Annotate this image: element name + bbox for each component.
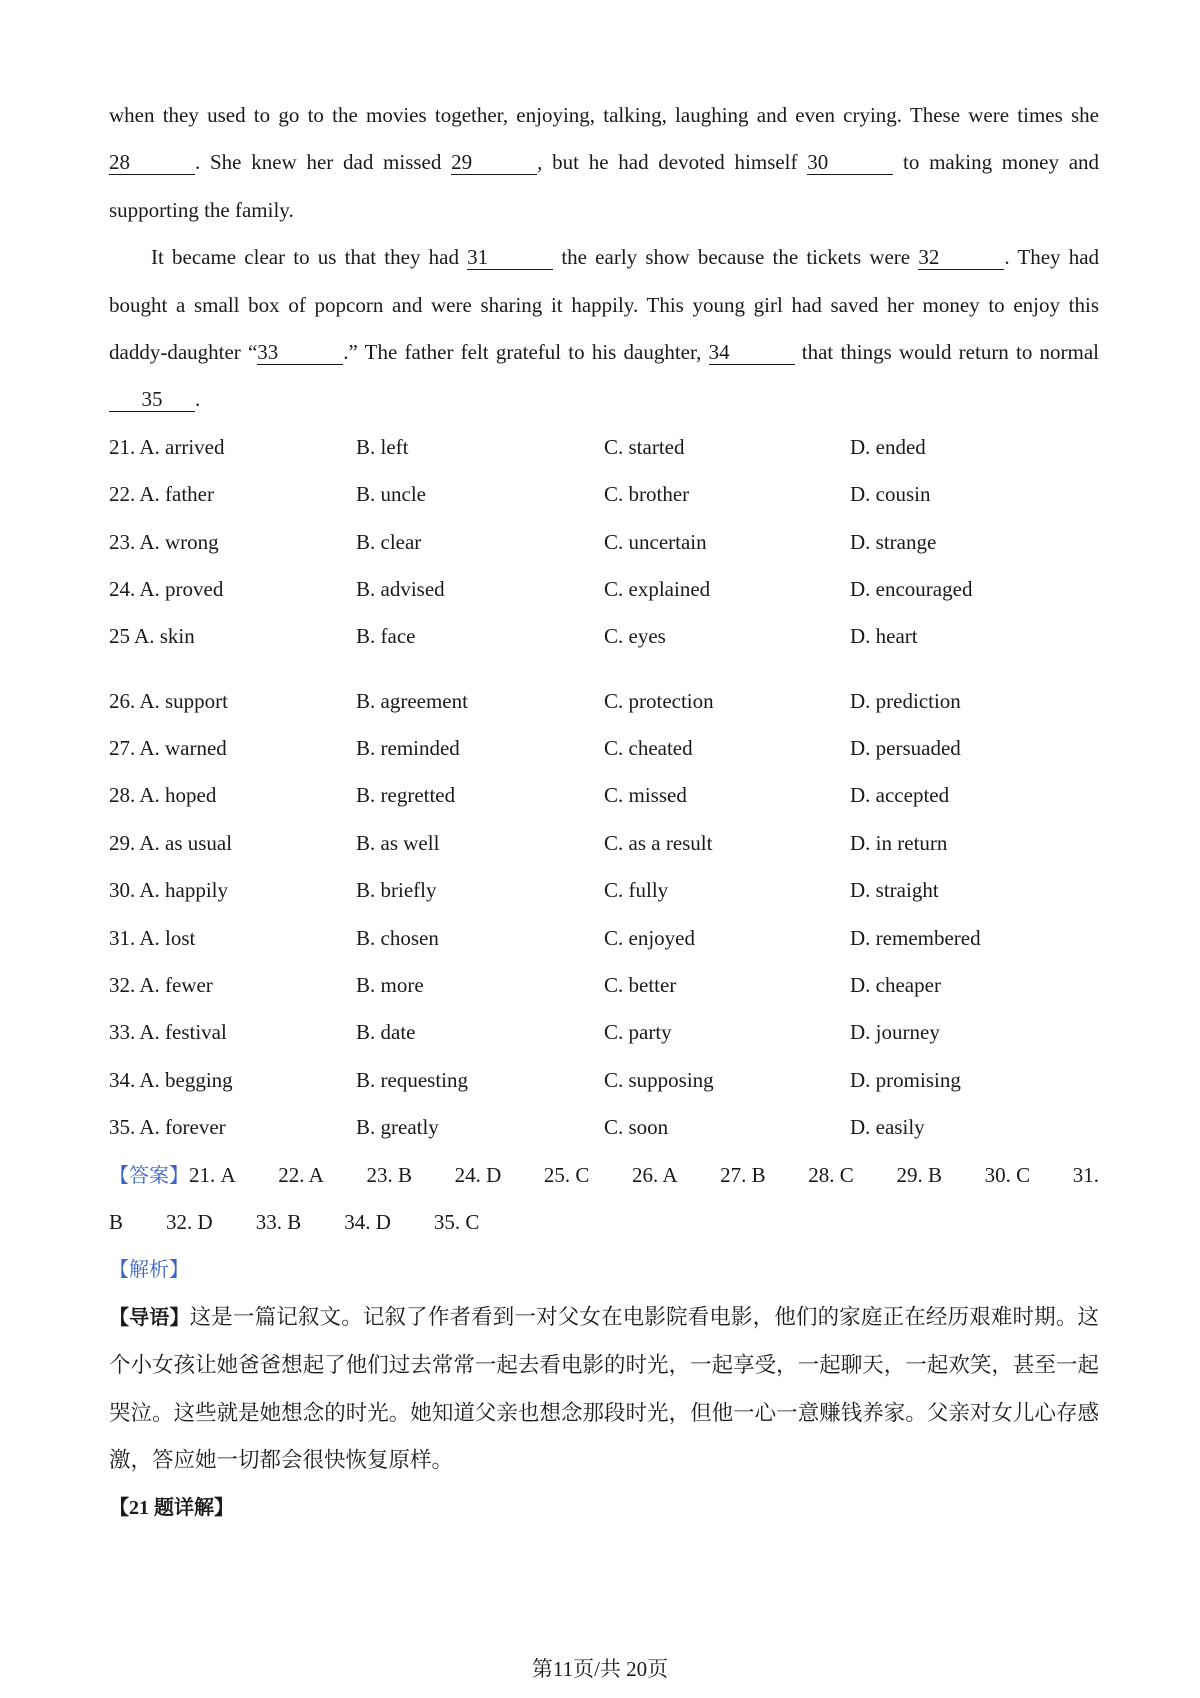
option-cell (604, 1104, 850, 1151)
question-options-row (109, 519, 1099, 566)
option-b: B. uncle (356, 482, 426, 507)
option-a: A. as usual (139, 830, 233, 855)
option-b: B. as well (356, 830, 440, 855)
option-b: B. agreement (356, 688, 468, 713)
passage-text: that things would return to normal (801, 339, 1099, 364)
option-d: D. strange (850, 529, 937, 554)
answer-value: B (927, 1162, 942, 1187)
answer-first-group (109, 1152, 236, 1199)
option-cell (850, 613, 1099, 660)
option-d: D. straight (850, 878, 939, 903)
option-cell (604, 519, 850, 566)
option-d: D. ended (850, 434, 926, 459)
option-a: A. hoped (139, 783, 217, 808)
option-cell (604, 820, 850, 867)
option-cell (850, 915, 1099, 962)
option-cell (109, 471, 356, 518)
option-b: B. greatly (356, 1115, 439, 1140)
answer-number: 32. (166, 1209, 193, 1234)
option-a: A. father (139, 482, 214, 507)
question-options-row (109, 566, 1099, 613)
option-a: A. festival (139, 1020, 227, 1045)
question-options-row (109, 915, 1099, 962)
passage-line-3 (109, 187, 1099, 234)
question-number: 32. (109, 973, 136, 998)
option-cell (604, 772, 850, 819)
option-c: C. eyes (604, 624, 666, 649)
option-cell (109, 1009, 356, 1056)
passage-text: to making money and (903, 150, 1100, 175)
option-d: D. promising (850, 1067, 961, 1092)
option-cell (604, 1009, 850, 1056)
passage-text: .” The father felt grateful to his daughter, (343, 339, 702, 364)
answer-value: C (575, 1162, 590, 1187)
passage-line-1 (109, 92, 1099, 139)
option-cell (604, 962, 850, 1009)
passage-line-4 (109, 234, 1099, 281)
question-number: 23. (109, 529, 136, 554)
question-options-row (109, 820, 1099, 867)
option-cell (850, 962, 1099, 1009)
option-c: C. brother (604, 482, 690, 507)
option-c: C. enjoyed (604, 925, 695, 950)
answer-number: 35. (433, 1209, 461, 1234)
page-content (109, 92, 1099, 1532)
answer-value: C (839, 1162, 854, 1187)
option-c: C. uncertain (604, 529, 707, 554)
passage-text: , but he had devoted himself (537, 150, 798, 175)
blank-31: 31 (467, 245, 553, 270)
answer-value: D (197, 1209, 213, 1234)
option-c: C. started (604, 434, 685, 459)
question-number: 21. (109, 434, 136, 459)
option-d: D. cheaper (850, 973, 941, 998)
question-options-row (109, 1057, 1099, 1104)
passage-text: supporting the family. (109, 197, 294, 222)
option-cell (356, 471, 604, 518)
option-cell (850, 424, 1099, 471)
option-cell (109, 725, 356, 772)
question-options-row (109, 1104, 1099, 1151)
option-cell (850, 725, 1099, 772)
answer-item (109, 1199, 123, 1246)
question-number: 35. (109, 1115, 136, 1140)
option-cell (850, 772, 1099, 819)
blank-34: 34 (709, 340, 795, 365)
answer-value: B (109, 1209, 124, 1234)
option-cell (850, 1009, 1099, 1056)
option-cell (109, 915, 356, 962)
answer-item (278, 1152, 324, 1199)
page-footer (0, 1646, 1200, 1692)
answer-number: 34. (344, 1209, 371, 1234)
option-cell (356, 867, 604, 914)
option-d: D. heart (850, 624, 918, 649)
answer-item (366, 1152, 412, 1199)
option-cell (356, 1104, 604, 1151)
answer-number: 22. (278, 1162, 305, 1187)
question-options-row (109, 725, 1099, 772)
options-list (109, 424, 1099, 1152)
answer-value: B (751, 1162, 766, 1187)
option-a: A. warned (139, 736, 227, 761)
blank-29: 29 (451, 150, 537, 175)
question-options-row (109, 867, 1099, 914)
question-number: 34. (109, 1067, 136, 1092)
option-a: A. skin (134, 624, 195, 649)
question-options-row (109, 678, 1099, 725)
option-cell (604, 915, 850, 962)
blank-32: 32 (918, 245, 1004, 270)
option-cell (109, 566, 356, 613)
passage-text: the early show because the tickets were (561, 245, 911, 270)
option-a: A. fewer (139, 973, 213, 998)
option-cell (850, 519, 1099, 566)
blank-33: 33 (257, 340, 343, 365)
option-cell (604, 678, 850, 725)
option-cell (850, 867, 1099, 914)
answer-number: 33. (255, 1209, 282, 1234)
option-c: C. protection (604, 688, 714, 713)
option-c: C. better (604, 973, 677, 998)
answer-number: 29. (896, 1162, 923, 1187)
answer-item (256, 1199, 302, 1246)
intro-paragraph (109, 1294, 1099, 1485)
answer-value: B (287, 1209, 302, 1234)
option-d: D. remembered (850, 925, 981, 950)
option-a: A. wrong (139, 529, 219, 554)
option-cell (850, 566, 1099, 613)
passage-text: . (195, 387, 201, 412)
question-number: 28. (109, 783, 136, 808)
answer-value: D (486, 1162, 502, 1187)
option-b: B. briefly (356, 878, 437, 903)
option-cell (356, 1057, 604, 1104)
answer-value: D (375, 1209, 391, 1234)
option-cell (356, 820, 604, 867)
option-c: C. as a result (604, 830, 713, 855)
option-cell (604, 613, 850, 660)
question-number: 29. (109, 830, 136, 855)
option-cell (109, 867, 356, 914)
answer-number: 31. (1072, 1162, 1099, 1187)
question-options-row (109, 962, 1099, 1009)
option-cell (109, 962, 356, 1009)
option-c: C. missed (604, 783, 687, 808)
option-cell (109, 820, 356, 867)
question-options-row (109, 613, 1099, 660)
option-c: C. supposing (604, 1067, 714, 1092)
option-b: B. reminded (356, 736, 460, 761)
blank-35: 35 (109, 387, 195, 412)
question-options-row (109, 471, 1099, 518)
passage-line-7 (109, 376, 1099, 423)
answer-item (455, 1152, 502, 1199)
option-d: D. persuaded (850, 736, 961, 761)
answer-number: 24. (454, 1162, 481, 1187)
passage-text: . She knew her dad missed (195, 150, 442, 175)
question-number: 33. (109, 1020, 136, 1045)
option-a: A. arrived (139, 434, 225, 459)
option-cell (356, 1009, 604, 1056)
option-cell (604, 867, 850, 914)
answer-value: A (220, 1162, 236, 1187)
answer-item (632, 1152, 678, 1199)
option-cell (356, 678, 604, 725)
answer-value: B (397, 1162, 412, 1187)
answer-value: A (308, 1162, 324, 1187)
passage-text: . They had (1004, 245, 1100, 270)
option-b: B. advised (356, 576, 445, 601)
option-cell (109, 1104, 356, 1151)
passage-line-6 (109, 329, 1099, 376)
answer-value: C (1016, 1162, 1031, 1187)
answer-number: 27. (720, 1162, 747, 1187)
option-cell (356, 613, 604, 660)
option-a: A. proved (139, 576, 224, 601)
option-cell (850, 1104, 1099, 1151)
passage-text: bought a small box of popcorn and were sharing it happily. This young girl had saved her money to enjoy this (109, 292, 1099, 317)
option-a: A. forever (139, 1115, 226, 1140)
question-number: 27. (109, 736, 136, 761)
option-cell (604, 566, 850, 613)
answer-item (720, 1152, 766, 1199)
option-b: B. more (356, 973, 424, 998)
answer-item (166, 1199, 213, 1246)
answer-number: 28. (808, 1162, 835, 1187)
option-b: B. date (356, 1020, 416, 1045)
option-a: A. begging (139, 1067, 233, 1092)
option-cell (604, 424, 850, 471)
option-b: B. requesting (356, 1067, 468, 1092)
question-number: 26. (109, 688, 136, 713)
option-d: D. easily (850, 1115, 925, 1140)
option-d: D. encouraged (850, 576, 973, 601)
answer-item (344, 1199, 391, 1246)
option-d: D. in return (850, 830, 948, 855)
passage-text: daddy-daughter “ (109, 339, 258, 364)
answer-item (808, 1152, 854, 1199)
option-c: C. explained (604, 576, 711, 601)
option-cell (604, 471, 850, 518)
answer-line-2 (109, 1199, 1099, 1246)
option-c: C. party (604, 1020, 672, 1045)
question-number: 30. (109, 878, 136, 903)
answer-item (434, 1199, 480, 1246)
option-d: D. journey (850, 1020, 940, 1045)
analysis-heading (109, 1246, 1099, 1293)
answer-item (189, 1163, 236, 1187)
blank-30: 30 (807, 150, 893, 175)
option-cell (850, 471, 1099, 518)
option-d: D. prediction (850, 688, 961, 713)
option-cell (356, 915, 604, 962)
option-cell (356, 725, 604, 772)
option-cell (356, 962, 604, 1009)
intro-label: 【导语】 (109, 1306, 190, 1329)
option-d: D. accepted (850, 783, 950, 808)
option-cell (109, 519, 356, 566)
option-c: C. fully (604, 878, 669, 903)
question-options-row (109, 772, 1099, 819)
analysis-label: 【解析】 (109, 1257, 189, 1282)
option-c: C. soon (604, 1115, 669, 1140)
option-cell (109, 772, 356, 819)
option-c: C. cheated (604, 736, 693, 761)
answer-line-1 (109, 1152, 1099, 1199)
option-a: A. happily (139, 878, 228, 903)
option-b: B. chosen (356, 925, 439, 950)
option-b: B. regretted (356, 783, 456, 808)
option-a: A. support (139, 688, 229, 713)
option-cell (604, 1057, 850, 1104)
option-cell (850, 678, 1099, 725)
answer-label: 【答案】 (109, 1162, 189, 1187)
question-number: 25 (109, 624, 130, 649)
passage (109, 92, 1099, 424)
question-options-row (109, 1009, 1099, 1056)
option-b: B. clear (356, 529, 422, 554)
option-cell (356, 566, 604, 613)
option-cell (850, 1057, 1099, 1104)
answer-number: 30. (984, 1162, 1011, 1187)
option-b: B. face (356, 624, 416, 649)
passage-line-2 (109, 139, 1099, 186)
option-cell (109, 1057, 356, 1104)
detail-heading (109, 1484, 1099, 1531)
answer-item (896, 1152, 942, 1199)
option-cell (356, 519, 604, 566)
answer-number: 25. (543, 1162, 571, 1187)
option-cell (604, 725, 850, 772)
question-options-row (109, 424, 1099, 471)
answer-number: 21. (189, 1162, 216, 1187)
option-b: B. left (356, 434, 409, 459)
option-a: A. lost (139, 925, 196, 950)
option-cell (356, 772, 604, 819)
question-number: 24. (109, 576, 136, 601)
question-number: 31. (109, 925, 136, 950)
answer-item (1073, 1152, 1099, 1199)
option-cell (109, 424, 356, 471)
option-cell (109, 613, 356, 660)
answer-value: C (465, 1209, 480, 1234)
passage-text: It became clear to us that they had (151, 245, 459, 270)
option-cell (850, 820, 1099, 867)
answer-item (985, 1152, 1031, 1199)
question-number: 22. (109, 482, 136, 507)
blank-28: 28 (109, 150, 195, 175)
answer-item (544, 1152, 590, 1199)
detail-heading-label: 【21 题详解】 (109, 1497, 234, 1520)
option-cell (356, 424, 604, 471)
answer-number: 23. (366, 1162, 393, 1187)
answer-number: 26. (632, 1162, 659, 1187)
option-cell (109, 678, 356, 725)
page-number: 第11页/共 20页 (531, 1657, 669, 1681)
passage-text: when they used to go to the movies together, enjoying, talking, laughing and even crying. These were times she (109, 103, 1099, 127)
option-d: D. cousin (850, 482, 931, 507)
answer-value: A (662, 1162, 678, 1187)
intro-text: 这是一篇记叙文。记叙了作者看到一对父女在电影院看电影，他们的家庭正在经历艰难时期。这个小女孩让她爸爸想起了他们过去常常一起去看电影的时光，一起享受，一起聊天，一起欢笑，甚至一起哭泣。这些就是她想念的时光。她知道父亲也想念那段时光，但他一心一意赚钱养家。父亲对女儿心存感激，答应她一切都会很快恢复原样。 (109, 1304, 1099, 1472)
passage-line-5 (109, 282, 1099, 329)
